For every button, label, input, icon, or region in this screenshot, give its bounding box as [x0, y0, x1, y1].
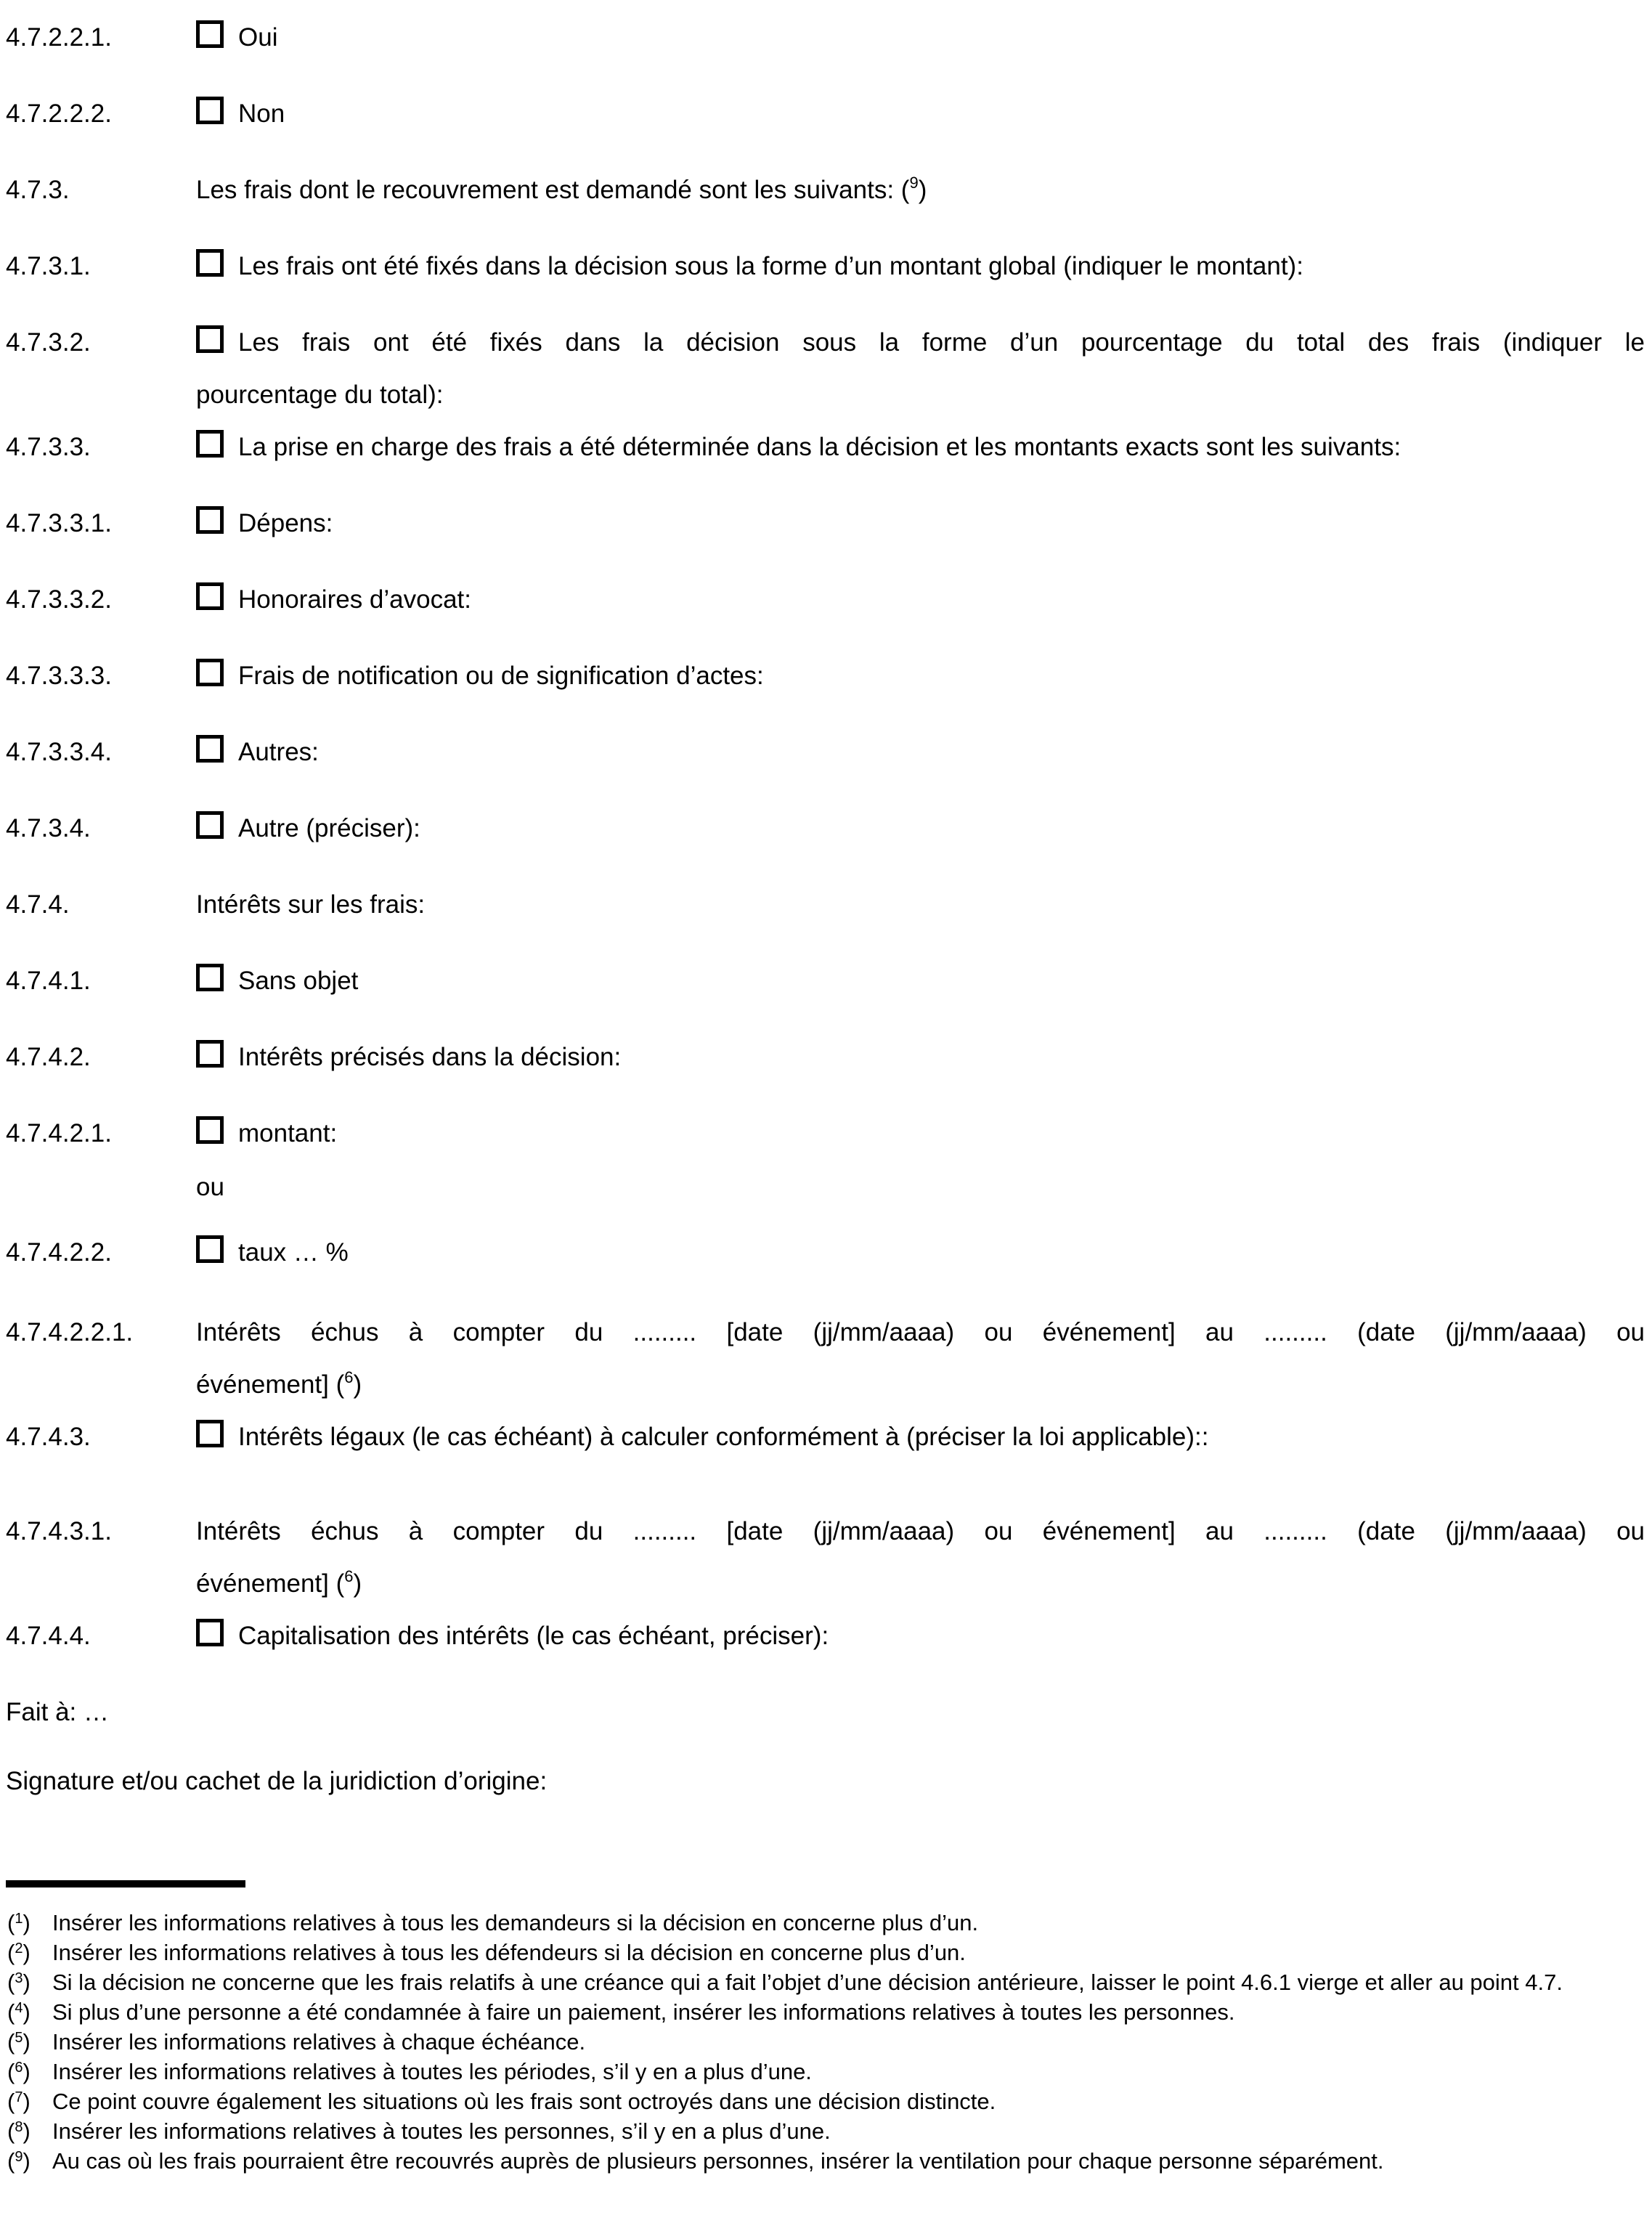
form-row — [6, 955, 1645, 1007]
footnote-text: Insérer les informations relatives à toutes les périodes, s’il y en a plus d’une. — [52, 2059, 812, 2084]
item-text: Capitalisation des intérêts (le cas échéant, préciser): — [196, 1610, 1645, 1662]
footnote-text: Ce point couvre également les situations où les frais sont octroyés dans une décision distincte. — [52, 2089, 996, 2114]
footnote-separator — [6, 1880, 245, 1887]
checkbox[interactable] — [196, 97, 224, 124]
item-number: 4.7.3.3.2. — [6, 585, 112, 614]
checkbox[interactable] — [196, 811, 224, 839]
footnote-text: Si la décision ne concerne que les frais relatifs à une créance qui a fait l’objet d’une décision antérieure, laisser le point 4.6.1 vierge et aller au point 4.7. — [52, 1970, 1563, 1995]
footnotes-section — [6, 1908, 1645, 2176]
item-text: Les frais ont été fixés dans la décision sous la forme d’un montant global (indiquer le montant): — [196, 240, 1645, 293]
item-text: Non — [196, 88, 1645, 140]
item-number: 4.7.3.3. — [6, 433, 91, 461]
item-body — [196, 1227, 1645, 1279]
footnote-text: Au cas où les frais pourraient être recouvrés auprès de plusieurs personnes, insérer la ventilation pour chaque personne séparément. — [52, 2148, 1384, 2174]
item-body — [196, 726, 1645, 779]
form-row — [6, 164, 1645, 216]
checkbox[interactable] — [196, 1235, 224, 1263]
closing-fait-a: Fait à: … — [6, 1698, 109, 1726]
item-text: Autre (préciser): — [196, 802, 1645, 855]
footnote — [6, 1967, 1645, 1997]
item-text: Intérêts précisés dans la décision: — [196, 1031, 1645, 1084]
item-number: 4.7.4.4. — [6, 1622, 91, 1650]
form-row — [6, 1031, 1645, 1084]
item-body — [196, 1161, 1645, 1214]
form-row — [6, 240, 1645, 293]
item-body — [196, 88, 1645, 140]
item-text: Oui — [196, 12, 1645, 64]
footnote-marker: ($^3$) — [7, 1970, 30, 1995]
item-text: montant: — [196, 1108, 1645, 1160]
footnote-marker: ($^2$) — [7, 1940, 30, 1965]
footnote — [6, 2057, 1645, 2086]
item-text: Intérêts échus à compter du ......... [date (jj/mm/aaaa) ou événement] au ......... (date (jj/mm/aaaa) ou — [196, 1318, 1645, 1346]
form-row — [6, 1108, 1645, 1160]
footnote-marker: ($^5$) — [7, 2029, 30, 2055]
footnote-marker: ($^8$) — [7, 2118, 30, 2144]
footnote — [6, 2146, 1645, 2176]
footnote-marker: ($^9$) — [7, 2148, 30, 2174]
item-number: 4.7.2.2.2. — [6, 99, 112, 128]
checkbox[interactable] — [196, 1040, 224, 1068]
item-text: Honoraires d’avocat: — [196, 574, 1645, 626]
item-number: 4.7.4. — [6, 890, 70, 919]
item-text: Intérêts sur les frais: — [196, 890, 426, 919]
footnote — [6, 1997, 1645, 2027]
footnote-reference: 6 — [344, 1567, 354, 1585]
item-body — [196, 574, 1645, 626]
checkbox[interactable] — [196, 249, 224, 277]
item-body — [196, 802, 1645, 855]
item-number: 4.7.4.2. — [6, 1043, 91, 1071]
footnote-text: Insérer les informations relatives à tous les demandeurs si la décision en concerne plus d’un. — [52, 1910, 979, 1935]
item-number: 4.7.4.2.2. — [6, 1238, 112, 1267]
footnote — [6, 1938, 1645, 1967]
footnote-text: Insérer les informations relatives à chaque échéance. — [52, 2029, 586, 2055]
item-text: Intérêts légaux (le cas échéant) à calculer conformément à (préciser la loi applicable):: — [196, 1411, 1645, 1463]
item-text-wrap: événement] ($^6$) — [196, 1368, 362, 1399]
item-text: ou — [196, 1173, 224, 1201]
item-text: Les frais ont été fixés dans la décision sous la forme d’un pourcentage du total des frais (indiquer le — [196, 317, 1645, 369]
item-body — [196, 12, 1645, 64]
item-text: taux … % — [196, 1227, 1645, 1279]
form-row — [6, 1411, 1645, 1463]
checkbox[interactable] — [196, 506, 224, 534]
footnote-marker: ($^6$) — [7, 2059, 30, 2084]
item-body — [196, 164, 1645, 216]
closing-signature: Signature et/ou cachet de la juridiction d’origine: — [6, 1767, 548, 1795]
item-number: 4.7.3.3.4. — [6, 738, 112, 766]
item-number: 4.7.4.1. — [6, 967, 91, 995]
item-text: La prise en charge des frais a été déterminée dans la décision et les montants exacts sont les suivants: — [196, 421, 1645, 474]
form-row — [6, 317, 1645, 421]
item-number: 4.7.4.3.1. — [6, 1517, 112, 1545]
item-number: 4.7.3.3.3. — [6, 662, 112, 690]
checkbox[interactable] — [196, 20, 224, 48]
item-body — [196, 1505, 1645, 1610]
footnote-marker: ($^4$) — [7, 1999, 30, 2025]
item-number: 4.7.4.3. — [6, 1423, 91, 1451]
footnote-reference: 9 — [909, 174, 919, 192]
form-row — [6, 1505, 1645, 1610]
footnote-reference: 6 — [344, 1368, 354, 1386]
form-row — [6, 726, 1645, 779]
item-body — [196, 1411, 1645, 1463]
item-body — [196, 1031, 1645, 1084]
footnote — [6, 1908, 1645, 1938]
footnote-marker: ($^1$) — [7, 1910, 30, 1935]
item-text: Sans objet — [196, 955, 1645, 1007]
item-number: 4.7.3. — [6, 176, 70, 204]
item-body — [196, 421, 1645, 474]
item-body — [196, 955, 1645, 1007]
item-body — [196, 1307, 1645, 1411]
item-text-wrap: pourcentage du total): — [196, 381, 444, 409]
item-number: 4.7.4.2.1. — [6, 1119, 112, 1147]
form-row — [6, 497, 1645, 550]
item-text: Frais de notification ou de signification d’actes: — [196, 650, 1645, 702]
form-row — [6, 574, 1645, 626]
item-number: 4.7.2.2.1. — [6, 23, 112, 52]
footnote-marker: ($^7$) — [7, 2089, 30, 2114]
form-row — [6, 879, 1645, 931]
footnote — [6, 2116, 1645, 2146]
footnote-text: Si plus d’une personne a été condamnée à faire un paiement, insérer les informations relatives à toutes les personnes. — [52, 1999, 1235, 2025]
form-row — [6, 802, 1645, 855]
item-body — [196, 240, 1645, 293]
checkbox[interactable] — [196, 582, 224, 610]
checkbox[interactable] — [196, 430, 224, 458]
item-text-wrap: événement] ($^6$) — [196, 1567, 362, 1598]
item-body — [196, 1610, 1645, 1662]
form-row — [6, 650, 1645, 702]
footnote — [6, 2086, 1645, 2116]
item-number: 4.7.3.3.1. — [6, 509, 112, 537]
form-row — [6, 1161, 1645, 1214]
form-row — [6, 421, 1645, 474]
item-number: 4.7.4.2.2.1. — [6, 1318, 134, 1346]
item-text: Autres: — [196, 726, 1645, 779]
item-body — [196, 497, 1645, 550]
form-row — [6, 12, 1645, 64]
footnote-text: Insérer les informations relatives à tous les défendeurs si la décision en concerne plus d’un. — [52, 1940, 966, 1965]
footnote-text: Insérer les informations relatives à toutes les personnes, s’il y en a plus d’une. — [52, 2118, 831, 2144]
item-body — [196, 1108, 1645, 1160]
item-text: Dépens: — [196, 497, 1645, 550]
form-row — [6, 88, 1645, 140]
item-body — [196, 879, 1645, 931]
item-body — [196, 650, 1645, 702]
item-body — [196, 317, 1645, 421]
checkbox[interactable] — [196, 325, 224, 353]
checkbox[interactable] — [196, 659, 224, 686]
form-row — [6, 1227, 1645, 1279]
form-row — [6, 1610, 1645, 1662]
checkbox[interactable] — [196, 1420, 224, 1447]
item-text: Intérêts échus à compter du ......... [date (jj/mm/aaaa) ou événement] au ......... (date (jj/mm/aaaa) ou — [196, 1517, 1645, 1545]
form-items — [6, 12, 1645, 1662]
item-number: 4.7.3.2. — [6, 328, 91, 357]
checkbox[interactable] — [196, 735, 224, 763]
item-number: 4.7.3.1. — [6, 252, 91, 280]
item-text: Les frais dont le recouvrement est demandé sont les suivants: ($^9$) — [196, 174, 927, 204]
checkbox[interactable] — [196, 1619, 224, 1646]
item-number: 4.7.3.4. — [6, 814, 91, 842]
checkbox[interactable] — [196, 1116, 224, 1144]
form-row — [6, 1307, 1645, 1411]
checkbox[interactable] — [196, 964, 224, 991]
footnote — [6, 2027, 1645, 2057]
